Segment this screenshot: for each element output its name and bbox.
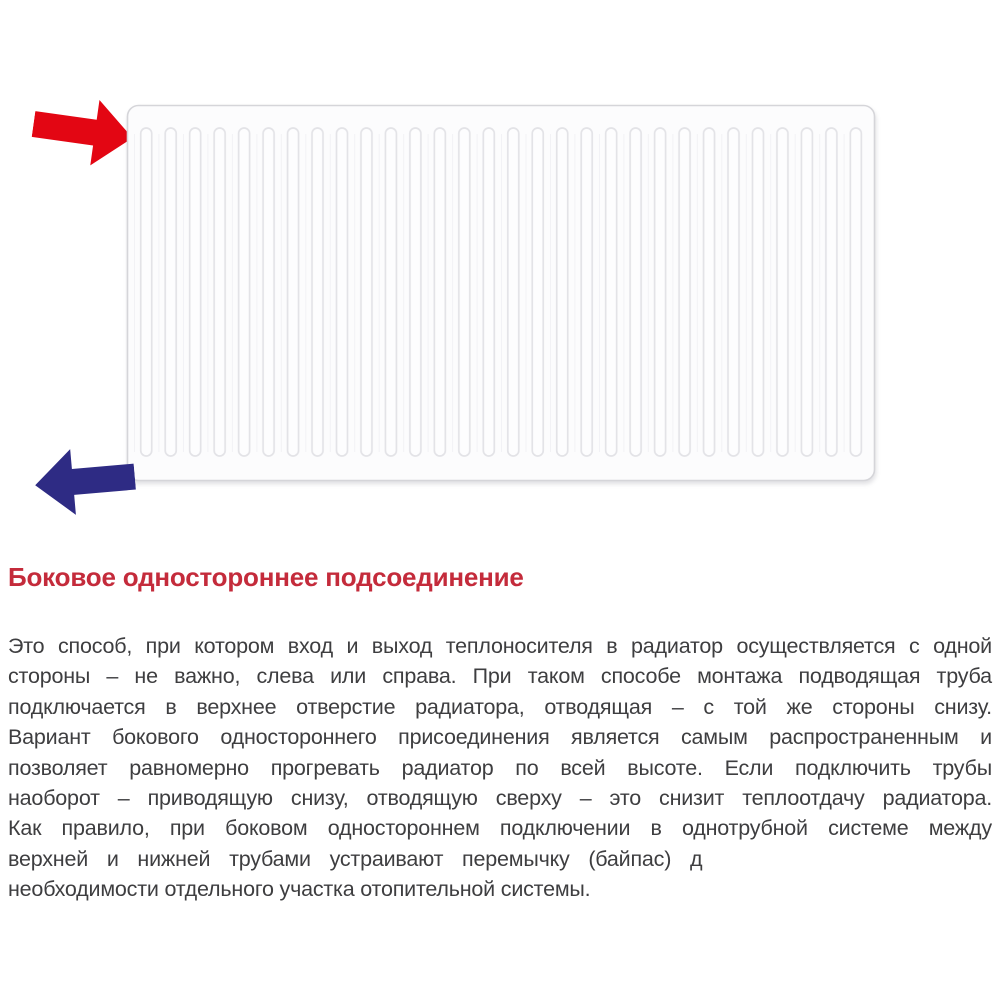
paragraph-line xyxy=(8,783,992,813)
word: позволяет xyxy=(8,755,108,780)
word: При xyxy=(472,664,512,689)
word: радиатора. xyxy=(882,785,992,810)
word: отверстие xyxy=(296,694,396,719)
word: одностороннего xyxy=(220,725,377,750)
word: распространенным xyxy=(769,725,959,750)
section-heading: Боковое одностороннее подсоединение xyxy=(8,562,524,592)
word: присоединения xyxy=(398,725,550,750)
word: отводящая xyxy=(544,694,653,719)
word: или xyxy=(330,664,367,689)
word: справа. xyxy=(382,664,457,689)
paragraph-line: верхней и нижней трубами устраивают перемычку (байпас) д xyxy=(8,846,703,871)
word: вход xyxy=(287,634,333,658)
word: одной xyxy=(933,634,992,658)
word: это xyxy=(609,785,641,810)
return-arrow-icon xyxy=(30,442,138,521)
word: – xyxy=(117,785,130,810)
word: прогревать xyxy=(270,755,380,780)
word: радиатора, xyxy=(415,694,525,719)
word: осуществляется xyxy=(736,634,896,658)
word: правило, xyxy=(61,816,150,841)
word: радиатор xyxy=(401,755,494,780)
word: бокового xyxy=(112,725,199,750)
word: таком xyxy=(527,664,585,689)
word: способ, xyxy=(57,634,133,658)
word: приводящую xyxy=(147,785,273,810)
word: равномерно xyxy=(129,755,249,780)
paragraph-line: необходимости отдельного участка отопительной системы. xyxy=(8,877,591,902)
word: труба xyxy=(936,664,992,689)
word: в xyxy=(650,816,662,841)
paragraph-line xyxy=(8,753,992,783)
word: и xyxy=(980,725,992,750)
word: отводящую xyxy=(366,785,478,810)
word: при xyxy=(145,634,181,658)
word: сверху xyxy=(495,785,562,810)
word: в xyxy=(165,694,177,719)
word: стороны xyxy=(832,694,915,719)
paragraph-line xyxy=(8,631,992,661)
word: выход xyxy=(371,634,433,658)
word: трубы xyxy=(932,755,992,780)
word: теплоотдачу xyxy=(742,785,865,810)
word: верхнее xyxy=(196,694,277,719)
word: слева xyxy=(256,664,314,689)
word: одностороннем xyxy=(327,816,480,841)
word: радиатор xyxy=(631,634,723,658)
word: подключении xyxy=(499,816,631,841)
radiator-fin-area xyxy=(134,106,868,480)
paragraph-line xyxy=(8,692,992,722)
word: котором xyxy=(194,634,275,658)
word: теплоносителя xyxy=(445,634,593,658)
word: снизит xyxy=(659,785,725,810)
word: – xyxy=(671,694,684,719)
supply-arrow-shape xyxy=(29,91,137,170)
word: при xyxy=(169,816,205,841)
paragraph-line xyxy=(8,661,992,691)
word: стороны xyxy=(8,664,91,689)
word: системе xyxy=(828,816,909,841)
word: наоборот xyxy=(8,785,100,810)
word: – xyxy=(579,785,592,810)
word: Это xyxy=(8,634,45,658)
word: способе xyxy=(600,664,681,689)
word: важно, xyxy=(174,664,241,689)
word: снизу, xyxy=(290,785,349,810)
radiator-panel xyxy=(126,104,876,482)
return-arrow-shape xyxy=(32,444,137,518)
word: же xyxy=(786,694,813,719)
word: снизу. xyxy=(934,694,992,719)
word: однотрубной xyxy=(681,816,808,841)
paragraph-line xyxy=(8,722,992,752)
word: монтажа xyxy=(697,664,783,689)
supply-arrow-icon xyxy=(29,89,138,172)
word: подключается xyxy=(8,694,146,719)
word: является xyxy=(571,725,660,750)
paragraph xyxy=(8,631,992,905)
word: высоте. xyxy=(627,755,703,780)
word: с xyxy=(909,634,920,658)
word: – xyxy=(106,664,119,689)
word: в xyxy=(606,634,618,658)
paragraph-line xyxy=(8,813,992,843)
word: самым xyxy=(680,725,748,750)
word: по xyxy=(515,755,539,780)
word: Если xyxy=(724,755,774,780)
word: не xyxy=(134,664,158,689)
word: Вариант xyxy=(8,725,91,750)
word: с xyxy=(703,694,714,719)
word: боковом xyxy=(225,816,308,841)
word: между xyxy=(928,816,992,841)
word: подключить xyxy=(795,755,911,780)
word: всей xyxy=(560,755,606,780)
word: той xyxy=(733,694,767,719)
word: Как xyxy=(8,816,42,841)
word: подводящая xyxy=(798,664,921,689)
word: и xyxy=(346,634,359,658)
